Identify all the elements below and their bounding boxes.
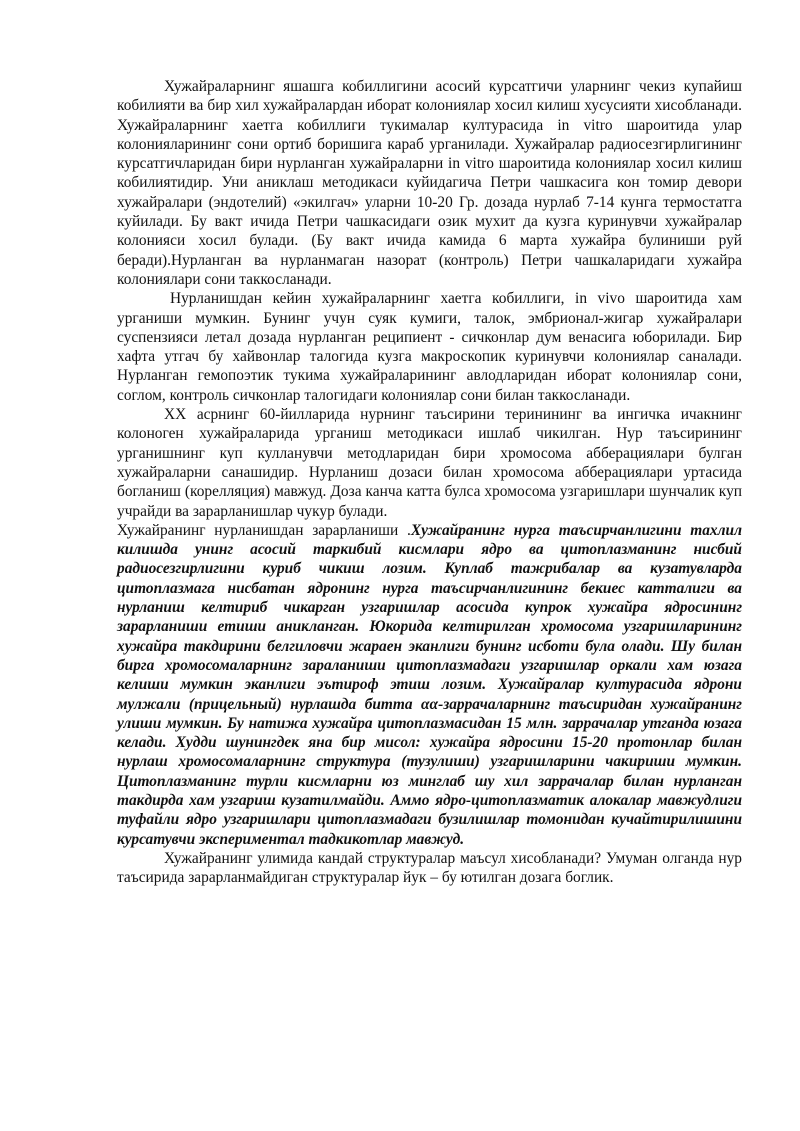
paragraph-cell-damage [117, 521, 742, 849]
section-lead-text: Хужайранинг нурланишдан зарарланиши . [117, 521, 411, 539]
alpha-particle-symbol: αα [421, 695, 439, 713]
document-page [117, 77, 742, 887]
paragraph-colony-formation: Хужайраларнинг яшашга кобиллигини асосий курсатгичи уларнинг чекиз купайиш кобилияти ва бир хил хужайралардан иборат колониялар хосил килиш хусусияти хисобланади. Хужайраларнинг хаетга кобиллиги тукималар културасида in vitro шароитида улар колонияларининг сони ортиб боришига караб урганилади. Хужайралар радиосезгирлигининг курсатгичларидан бири нурланган хужайраларни in vitro шароитида колониялар хосил килиш кобилиятидир. Уни аниклаш методикаси куйидагича Петри чашкасига кон томир девори хужайралари (эндотелий) «экилгач» уларни 10-20 Гр. дозада нурлаб 7-14 кунга термостатга куйилади. Бу вакт ичида Петри чашкасидаги озик мухит да кузга куринувчи хужайралар колонияси хосил булади. (Бу вакт ичида камида 6 марта хужайра булиниши руй беради).Нурланган ва нурланмаган назорат (контроль) Петри чашкаларидаги хужайра колониялари сони таккосланади. [117, 78, 742, 288]
bold-italic-text-part-1: Хужайранинг нурга таъсирчанлигини тахлил килишда унинг асосий таркибий кисмлари ядро ва цитоплазманинг нисбий радиосезгирлигини куриб чикиш лозим. Куплаб тажрибалар ва кузатувларда цитоплазмага нисбатан ядронинг нурга таъсирчанлигининг бекиес катталиги ва нурланиш келтириб чикарган узгаришлар асосида купрок хужайра ядросининг зарарланиши етиши аникланган. Юкорида келтирилган хромосома узгаришларининг хужайра такдирини белгиловчи жараен эканлиги бунинг исботи була олади. Шу билан бирга хромосомаларнинг зараланиши цитоплазмадаги узгаришлар оркали хам юзага келиши мумкин эканлиги эътироф этиш лозим. Хужайралар културасида ядрони мулжали (прицельный) нурлашда битта [117, 521, 742, 713]
paragraph-cell-death-structures: Хужайранинг улимида кандай структуралар маъсул хисобланади? Умуман олганда нур таъсирида зарарланмайдиган структуралар йук – бу ютилган дозага боглик. [117, 849, 742, 887]
paragraph-chromosome-aberrations: XX асрнинг 60-йилларида нурнинг таъсирини теринининг ва ингичка ичакнинг колоноген хужайраларида урганиш методикаси ишлаб чикилган. Нур таъсирининг урганишнинг куп кулланувчи методларидан бири хромосома абберациялари булган хужайраларни санашидир. Нурланиш дозаси билан хромосома абберациялари уртасида богланиш (корелляция) мавжуд. Доза канча катта булса хромосома узгаришлари шунчалик куп учрайди ва зарарланишлар чукур булади. [117, 406, 742, 520]
bold-italic-text-part-2: -заррачаларнинг таъсиридан хужайранинг улиши мумкин. Бу натижа хужайра цитоплазмасидан 15 млн. заррачалар утганда юзага келади. Худди шунингдек яна бир мисол: хужайра ядросини 15-20 протонлар билан нурлаш хромосомаларнинг структура (тузулиши) узгаришларини чакириши мумкин. Цитоплазманинг турли кисмларни юз минглаб шу хил заррачалар билан нурланган такдирда хам узгариш кузатилмайди. Аммо ядро-цитоплазматик алокалар мавжудлиги туфайли ядро узгаришлари цитоплазмадаги бузилишлар томонидан кучайтирилишини курсатувчи экспериментал тадкикотлар мавжуд. [117, 695, 742, 848]
paragraph-in-vivo-study: Нурланишдан кейин хужайраларнинг хаетга кобиллиги, in vivo шароитида хам урганиши мумкин. Бунинг учун суяк кумиги, талок, эмбрионал-жигар хужайралари суспензияси летал дозада нурланган реципиент - сичконлар дум венасига юборилади. Бир хафта утгач бу хайвонлар талогида кузга макроскопик куринувчи колониялар саналади. Нурланган гемопоэтик тукима хужайраларининг авлодларидан иборат колониялар сони, соглом, контроль сичконлар талогидаги колониялар сони билан таккосланади. [117, 290, 742, 404]
